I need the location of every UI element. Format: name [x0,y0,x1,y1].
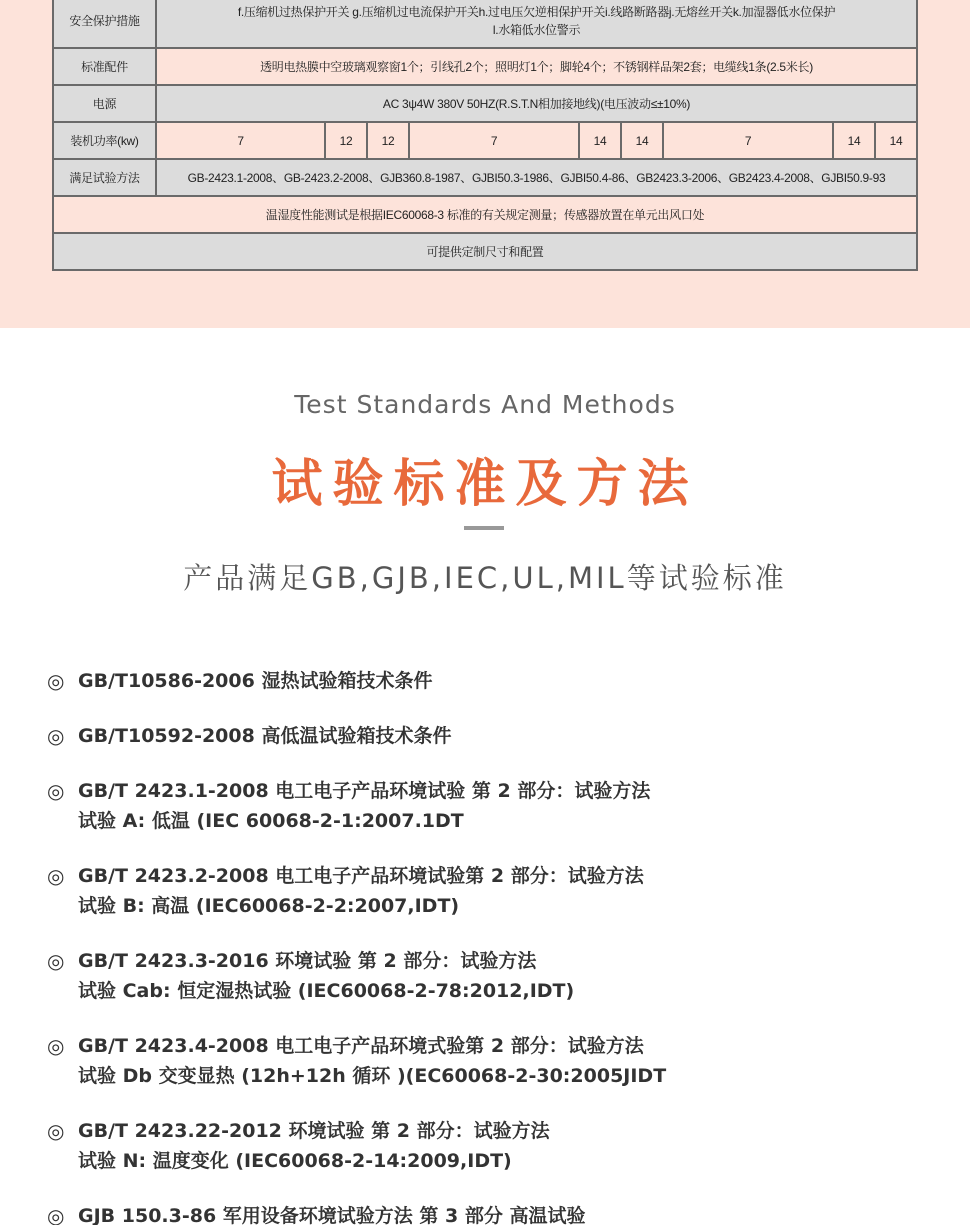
bullet-icon: ◎ [47,669,65,693]
row-label: 标准配件 [53,48,156,85]
power-cell: 14 [875,122,917,159]
list-item [47,1031,927,1091]
row-custom [53,233,917,270]
standard-line: GB/T 2423.3-2016 环境试验 第 2 部分：试验方法 [78,950,537,972]
power-cell: 7 [663,122,833,159]
bullet-icon: ◎ [47,949,65,973]
power-cell: 12 [325,122,367,159]
list-item [47,666,927,696]
standard-line: GB/T 2423.22-2012 环境试验 第 2 部分：试验方法 [78,1120,550,1142]
safety-value [156,0,917,48]
title-divider [464,526,504,530]
standard-line: 试验 Cab: 恒定湿热试验 (IEC60068-2-78:2012,IDT) [78,980,575,1002]
list-item [47,1201,927,1225]
bullet-icon: ◎ [47,864,65,888]
safety-line: l.水箱低水位警示 [492,22,581,37]
standard-line: GB/T 2423.4-2008 电工电子产品环境式验第 2 部分：试验方法 [78,1035,644,1057]
row-accessories [53,48,917,85]
standard-line: GB/T 2423.2-2008 电工电子产品环境试验第 2 部分：试验方法 [78,865,644,887]
list-item [47,721,927,751]
bullet-icon: ◎ [47,1119,65,1143]
list-item [47,776,927,836]
standard-line: GB/T10586-2006 湿热试验箱技术条件 [78,670,433,692]
standard-line: GB/T 2423.1-2008 电工电子产品环境试验 第 2 部分：试验方法 [78,780,651,802]
list-item [47,946,927,1006]
standard-line: 试验 N: 温度变化 (IEC60068-2-14:2009,IDT) [78,1150,512,1172]
row-safety [53,0,917,48]
spec-table [52,0,918,271]
section-subtitle: 产品满足GB,GJB,IEC,UL,MIL等试验标准 [183,561,787,595]
test-methods-value: GB-2423.1-2008、GB-2423.2-2008、GJB360.8-1987、GJBI50.3-1986、GJBI50.4-86、GB2423.3-2006、GB2423.4-2008、GJBI50.9-93 [156,159,917,196]
power-cell: 7 [409,122,579,159]
row-test-methods [53,159,917,196]
row-label: 电源 [53,85,156,122]
list-item [47,1116,927,1176]
row-label: 安全保护措施 [53,0,156,48]
power-cell: 14 [621,122,663,159]
standard-line: 试验 Db 交变显热 (12h+12h 循环 )(EC60068-2-30:2005JIDT [78,1065,667,1087]
row-note [53,196,917,233]
power-supply-value: AC 3ψ4W 380V 50HZ(R.S.T.N相加接地线)(电压波动≤±10%) [156,85,917,122]
power-cell: 12 [367,122,409,159]
safety-line: f.压缩机过热保护开关 g.压缩机过电流保护开关h.过电压欠逆相保护开关i.线路断路器j.无熔丝开关k.加湿器低水位保护 [237,4,836,19]
list-item [47,861,927,921]
bullet-icon: ◎ [47,779,65,803]
bullet-icon: ◎ [47,724,65,748]
standard-line: GB/T10592-2008 高低温试验箱技术条件 [78,725,452,747]
standard-line: 试验 B: 高温 (IEC60068-2-2:2007,IDT) [78,895,460,917]
row-label: 满足试验方法 [53,159,156,196]
note-text: 温湿度性能测试是根据IEC60068-3 标准的有关规定测量；传感器放置在单元出风口处 [53,196,917,233]
power-cell: 14 [579,122,621,159]
section-title-en: Test Standards And Methods [294,390,676,419]
standard-line: 试验 A: 低温 (IEC 60068-2-1:2007.1DT [78,810,464,832]
standards-list [47,666,927,1225]
row-power-supply [53,85,917,122]
row-label: 装机功率(kw) [53,122,156,159]
accessories-value: 透明电热膜中空玻璃观察窗1个；引线孔2个；照明灯1个；脚轮4个；不锈钢样品架2套；电缆线1条(2.5米长) [156,48,917,85]
standard-line: GJB 150.3-86 军用设备环境试验方法 第 3 部分 高温试验 [78,1205,586,1225]
power-cell: 14 [833,122,875,159]
spec-section [0,0,970,328]
bullet-icon: ◎ [47,1034,65,1058]
bullet-icon: ◎ [47,1204,65,1225]
custom-text: 可提供定制尺寸和配置 [53,233,917,270]
row-installed-power [53,122,917,159]
power-cell: 7 [156,122,325,159]
section-title-cn: 试验标准及方法 [271,455,699,514]
